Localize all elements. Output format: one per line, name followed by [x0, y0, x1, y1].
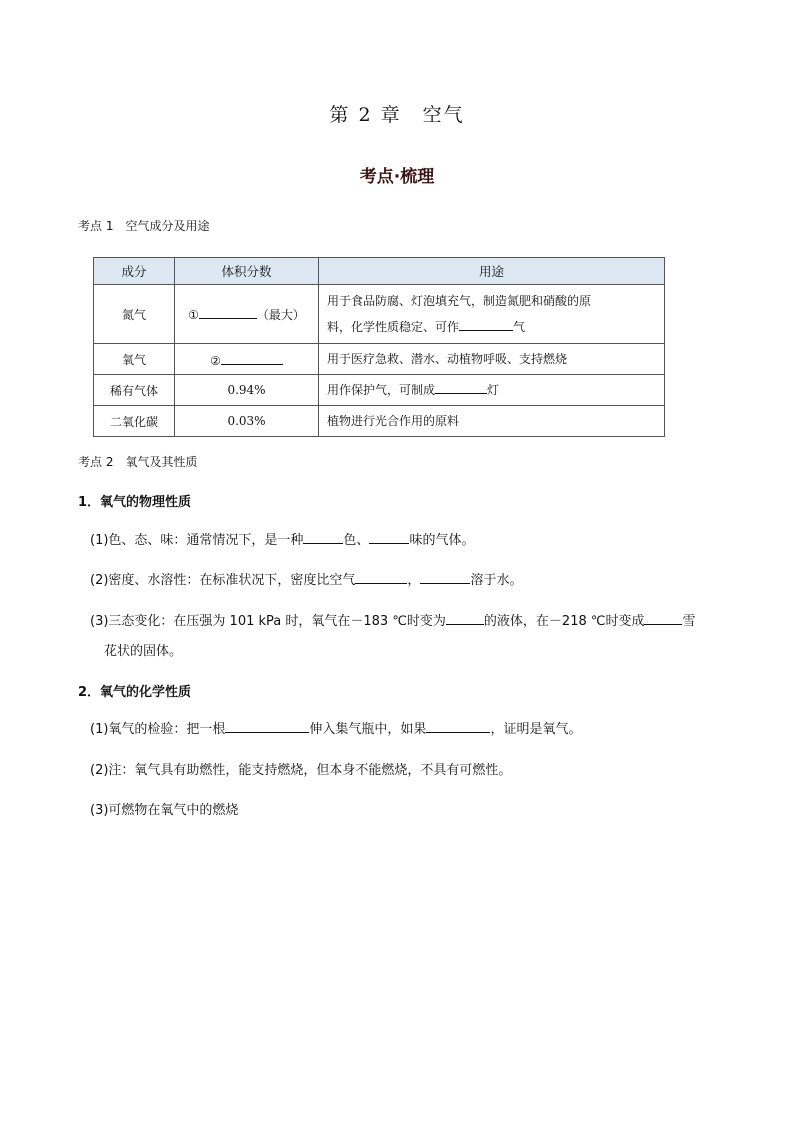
chemical-item-1	[90, 715, 730, 745]
fill-blank	[225, 719, 309, 733]
fill-blank	[369, 530, 409, 544]
cell-name: 二氧化碳	[94, 406, 175, 437]
cell-name: 氧气	[94, 344, 175, 375]
physical-item-1	[90, 526, 730, 556]
cell-name: 氮气	[94, 285, 175, 344]
circled-number: ②	[210, 353, 221, 368]
cell-usage: 用于医疗急救、潜水、动植物呼吸、支持燃烧	[319, 344, 665, 375]
text-span: (3)三态变化：在压强为 101 kPa 时，氧气在－183 ℃时变为	[90, 614, 446, 629]
text-span: (1)氧气的检验：把一根	[90, 722, 226, 737]
header-volume-fraction: 体积分数	[175, 258, 319, 285]
usage-line: 用作保护气，可制成	[327, 383, 436, 397]
fill-blank	[199, 305, 257, 319]
fill-blank	[420, 570, 470, 584]
air-composition-table	[93, 257, 665, 437]
fill-blank	[426, 719, 490, 733]
fill-blank	[355, 570, 407, 584]
circled-number: ①	[188, 308, 199, 322]
usage-line: 用于食品防腐、灯泡填充气，制造氮肥和硝酸的原	[327, 294, 592, 308]
header-usage: 用途	[319, 258, 665, 285]
physical-properties-heading: 1．氧气的物理性质	[78, 495, 192, 510]
chapter-title: 第 2 章 空气	[329, 104, 465, 126]
text-span: 溶于水。	[470, 573, 523, 588]
chemical-properties-heading: 2．氧气的化学性质	[78, 685, 192, 700]
usage-line-end: 气	[513, 320, 526, 334]
fraction-note: （最大）	[256, 308, 305, 322]
text-span: (2)密度、水溶性：在标准状况下，密度比空气	[90, 573, 356, 588]
table-header-row	[94, 258, 665, 285]
cell-fraction	[175, 344, 319, 375]
cell-fraction	[175, 285, 319, 344]
table-row	[94, 406, 665, 437]
physical-item-3	[90, 607, 740, 667]
chemical-item-3: (3)可燃物在氧气中的燃烧	[90, 803, 239, 818]
cell-name: 稀有气体	[94, 375, 175, 406]
table-row	[94, 344, 665, 375]
section-title: 考点·梳理	[359, 167, 435, 187]
fill-blank	[221, 351, 283, 365]
cell-usage: 植物进行光合作用的原料	[319, 406, 665, 437]
fill-blank	[644, 611, 682, 625]
text-span: 味的气体。	[409, 533, 475, 548]
header-component: 成分	[94, 258, 175, 285]
fill-blank	[459, 317, 513, 331]
usage-line: 料，化学性质稳定、可作	[327, 320, 460, 334]
text-span: 伸入集气瓶中，如果	[309, 722, 427, 737]
cell-usage	[319, 285, 665, 344]
usage-line-end: 灯	[487, 383, 500, 397]
cell-usage	[319, 375, 665, 406]
text-span: 色、	[343, 533, 370, 548]
text-span: 花状的固体。	[104, 644, 183, 659]
key-point-2-title: 考点 2 氧气及其性质	[78, 455, 198, 469]
chemical-item-2: (2)注：氧气具有助燃性，能支持燃烧，但本身不能燃烧，不具有可燃性。	[90, 763, 512, 778]
physical-item-2	[90, 566, 730, 596]
cell-fraction: 0.94%	[175, 375, 319, 406]
fill-blank	[446, 611, 484, 625]
text-span: ，证明是氧气。	[490, 722, 582, 737]
text-span: 雪	[682, 614, 696, 629]
table-row	[94, 285, 665, 344]
fill-blank	[435, 380, 487, 394]
text-span: (1)色、态、味：通常情况下，是一种	[90, 533, 304, 548]
key-point-1-title: 考点 1 空气成分及用途	[78, 219, 210, 233]
text-span: ，	[407, 573, 421, 588]
text-span: 的液体，在－218 ℃时变成	[483, 614, 645, 629]
table-row	[94, 375, 665, 406]
fill-blank	[303, 530, 343, 544]
cell-fraction: 0.03%	[175, 406, 319, 437]
